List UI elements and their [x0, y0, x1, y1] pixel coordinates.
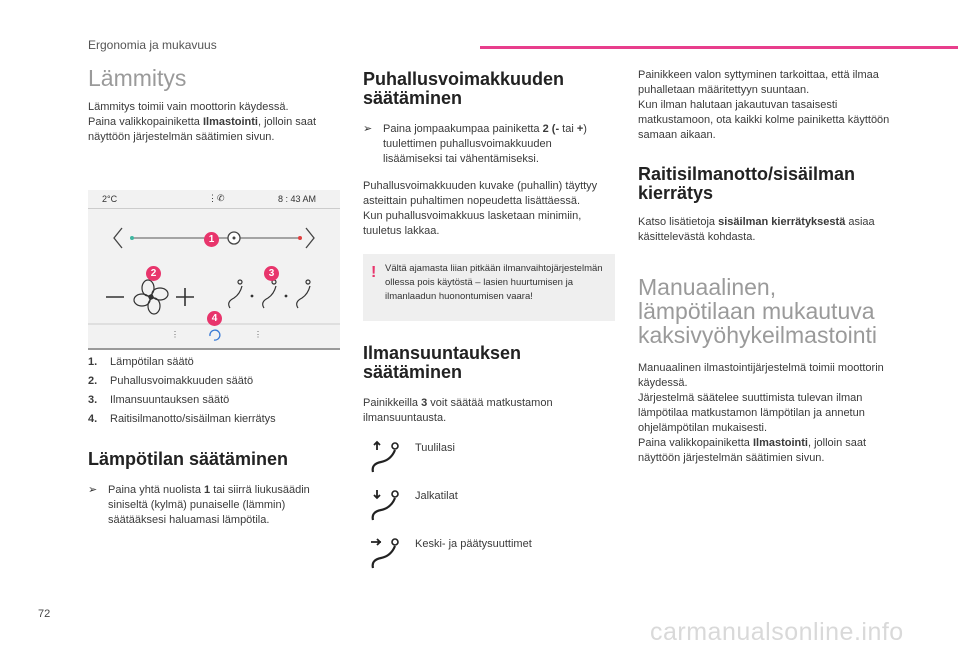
legend-list: [88, 353, 276, 429]
header-accent-bar: [480, 46, 958, 49]
warning-icon: !: [371, 264, 377, 281]
section-header: Ergonomia ja mukavuus: [88, 38, 217, 52]
svg-text:⋮: ⋮: [254, 330, 262, 339]
mode-windscreen: Tuulilasi: [363, 440, 593, 480]
intro-paragraph-2: Paina valikkopainiketta Ilmastointi, jolloin saat näyttöön järjestelmän säätimien sivun.: [88, 116, 317, 143]
vents-mode-icon: [297, 286, 310, 308]
callout-3: 3: [264, 266, 279, 281]
watermark: carmanualsonline.info: [650, 618, 904, 646]
section-heading: Lämpötilan säätäminen: [88, 449, 289, 469]
intro-paragraph-1: Lämmitys toimii vain moottorin käydessä.: [88, 101, 289, 113]
warning-text: Vältä ajamasta liian pitkään ilmanvaihtojärjestelmän ollessa pois käytöstä – lasien huurtumisen ja ilmanlaadun huonontumisen vaara!: [385, 263, 603, 302]
outside-temperature: 2°C: [102, 194, 118, 204]
list-item: 4. Raitisilmanotto/sisäilman kierrätys: [88, 413, 276, 425]
mode-vents: Keski- ja päätysuuttimet: [363, 536, 593, 576]
page-title: Lämmitys: [88, 65, 187, 91]
column-1: [88, 66, 338, 145]
recirculation-icon: [210, 330, 220, 340]
list-item: 1. Lämpötilan säätö: [88, 356, 194, 368]
callout-2: 2: [146, 266, 161, 281]
temp-right-arrow-icon: [306, 228, 314, 248]
air-direction-paragraph: Painikkeilla 3 voit säätää matkustamon ilmansuuntausta.: [363, 397, 553, 424]
instruction-bullet: ➢ Paina jompaakumpaa painiketta 2 (- tai +) tuulettimen puhallusvoimakkuuden lisäämiseksi tai vähentämiseksi.: [363, 123, 587, 165]
callout-4: 4: [207, 311, 222, 326]
bullet-arrow-icon: ➢: [88, 484, 98, 496]
cold-marker: [130, 236, 134, 240]
windscreen-mode-icon: [229, 286, 242, 308]
svg-text:⋮: ⋮: [171, 330, 179, 339]
column-2: [363, 70, 613, 239]
callout-1: 1: [204, 232, 219, 247]
vents-icon: [369, 536, 401, 570]
manual-ac-paragraph: Manuaalinen ilmastointijärjestelmä toimii moottorin käydessä.: [638, 362, 884, 389]
section-heading: Puhallusvoimakkuuden säätäminen: [363, 69, 565, 108]
section-heading: Ilmansuuntauksen säätäminen: [363, 343, 522, 382]
windscreen-icon: [369, 440, 401, 474]
air-direction-section: [363, 344, 613, 426]
recirculation-paragraph: Katso lisätietoja sisäilman kierrätyksestä asiaa käsittelevästä kohdasta.: [638, 216, 875, 243]
screen-status-bar: [88, 190, 340, 209]
clock: 8 : 43 AM: [278, 194, 317, 204]
list-item: 2. Puhallusvoimakkuuden säätö: [88, 375, 254, 387]
temp-left-arrow-icon: [114, 228, 122, 248]
even-distribution-paragraph: Kun ilman halutaan jakautuvan tasaisesti matkustamoon, ota kaikki kolme painiketta käyttöön samaan aikaan.: [638, 99, 890, 141]
instruction-bullet: ➢ Paina yhtä nuolista 1 tai siirrä liukusäädin siniseltä (kylmä) punaiselle (lämmin) säätääksesi haluamasi lämpötila.: [88, 484, 310, 526]
indicator-paragraph: Painikkeen valon syttyminen tarkoittaa, että ilmaa puhalletaan määritettyyn suuntaan.: [638, 69, 879, 96]
fan-paragraph-2: Kun puhallusvoimakkuus lasketaan minimiin, tuuletus lakkaa.: [363, 210, 582, 237]
section-title-light: Manuaalinen, lämpötilaan mukautuva kaksivyöhykeilmastointi: [638, 274, 878, 348]
air-direction-icons: [229, 280, 310, 308]
regulation-paragraph: Järjestelmä säätelee suuttimista tulevan ilman lämpötilaa matkustamon lämpötilan ja annetun ohjelämpötilan mukaisesti.: [638, 392, 865, 434]
warning-note: [363, 254, 615, 321]
phone-icon: ⋮✆: [208, 193, 225, 203]
warm-marker: [298, 236, 302, 240]
screen-controls: [88, 208, 340, 348]
page-number: 72: [38, 608, 51, 620]
temperature-section: [88, 450, 338, 528]
menu-paragraph: Paina valikkopainiketta Ilmastointi, jolloin saat näyttöön järjestelmän säätimien sivun.: [638, 437, 867, 464]
section-heading: Raitisilmanotto/sisäilman kierrätys: [638, 164, 856, 203]
climate-screen-illustration: [88, 190, 340, 350]
footwell-mode-icon: [263, 286, 276, 308]
fan-icon: [134, 280, 168, 314]
fan-paragraph: Puhallusvoimakkuuden kuvake (puhallin) täyttyy asteittain puhaltimen nopeudetta lisättäessä.: [363, 180, 598, 207]
column-3: [638, 68, 900, 466]
mode-footwell: Jalkatilat: [363, 488, 593, 528]
footwell-icon: [369, 488, 401, 522]
list-item: 3. Ilmansuuntauksen säätö: [88, 394, 230, 406]
bullet-arrow-icon: ➢: [363, 123, 373, 135]
